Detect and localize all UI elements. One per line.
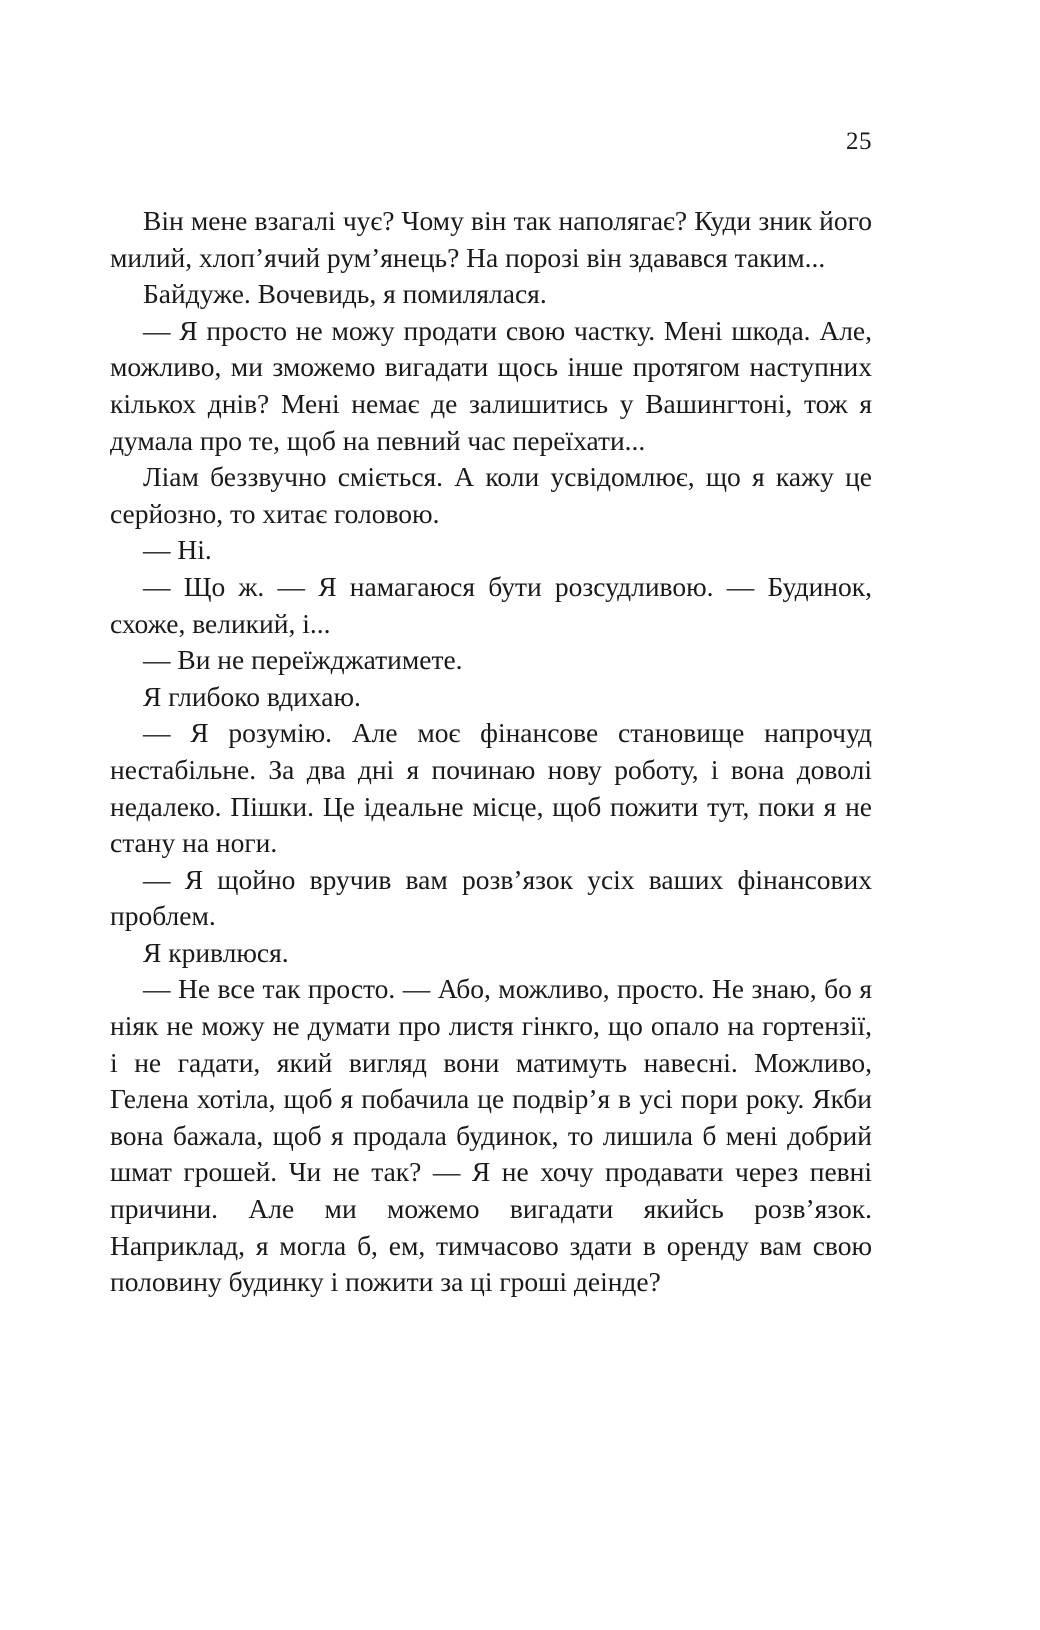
page-number: 25	[846, 128, 872, 155]
paragraph-10: — Я щойно вручив вам розв’язок усіх ваших фінансових проблем.	[110, 863, 872, 932]
paragraph-11: Я кривлюся.	[143, 936, 289, 968]
paragraph-9: — Я розумію. Але моє фінансове становище напрочуд нестабільне. За два дні я починаю нову роботу, і вона доволі недалеко. Пішки. Це ідеальне місце, щоб пожити тут, поки я не стану на ноги.	[110, 717, 872, 859]
paragraph-8: Я глибоко вдихаю.	[143, 680, 361, 712]
paragraph-2: Байдуже. Вочевидь, я помилялася.	[143, 278, 547, 310]
paragraph-3: — Я просто не можу продати свою частку. Мені шкода. Але, можливо, ми зможемо вигадати щось інше протягом наступних кількох днів? Мені немає де залишитись у Вашингтоні, тож я думала про те, щоб на певний час переїхати...	[110, 314, 872, 456]
body-text	[110, 203, 872, 1301]
paragraph-4: Ліам беззвучно сміється. А коли усвідомлює, що я кажу це серйозно, то хитає головою.	[110, 461, 872, 529]
paragraph-5: — Ні.	[143, 534, 212, 566]
paragraph-1: Він мене взагалі чує? Чому він так наполягає? Куди зник його милий, хлоп’ячий рум’янець? На порозі він здавався таким...	[110, 205, 872, 273]
paragraph-7: — Ви не переїжджатимете.	[143, 644, 463, 676]
paragraph-6: — Що ж. — Я намагаюся бути розсудливою. — Будинок, схоже, великий, і...	[110, 570, 872, 639]
paragraph-12: — Не все так просто. — Або, можливо, просто. Не знаю, бо я ніяк не можу не думати про листя гінкго, що опало на гортензії, і не гадати, який вигляд вони матимуть навесні. Можливо, Гелена хотіла, щоб я побачила це подвір’я в усі пори року. Якби вона бажала, щоб я продала будинок, то лишила б мені добрий шмат грошей. Чи не так? — Я не хочу продавати через певні причини. Але ми можемо вигадати якийсь розв’язок. Наприклад, я могла б, ем, тимчасово здати в оренду вам свою половину будинку і пожити за ці гроші деінде?	[110, 973, 872, 1298]
